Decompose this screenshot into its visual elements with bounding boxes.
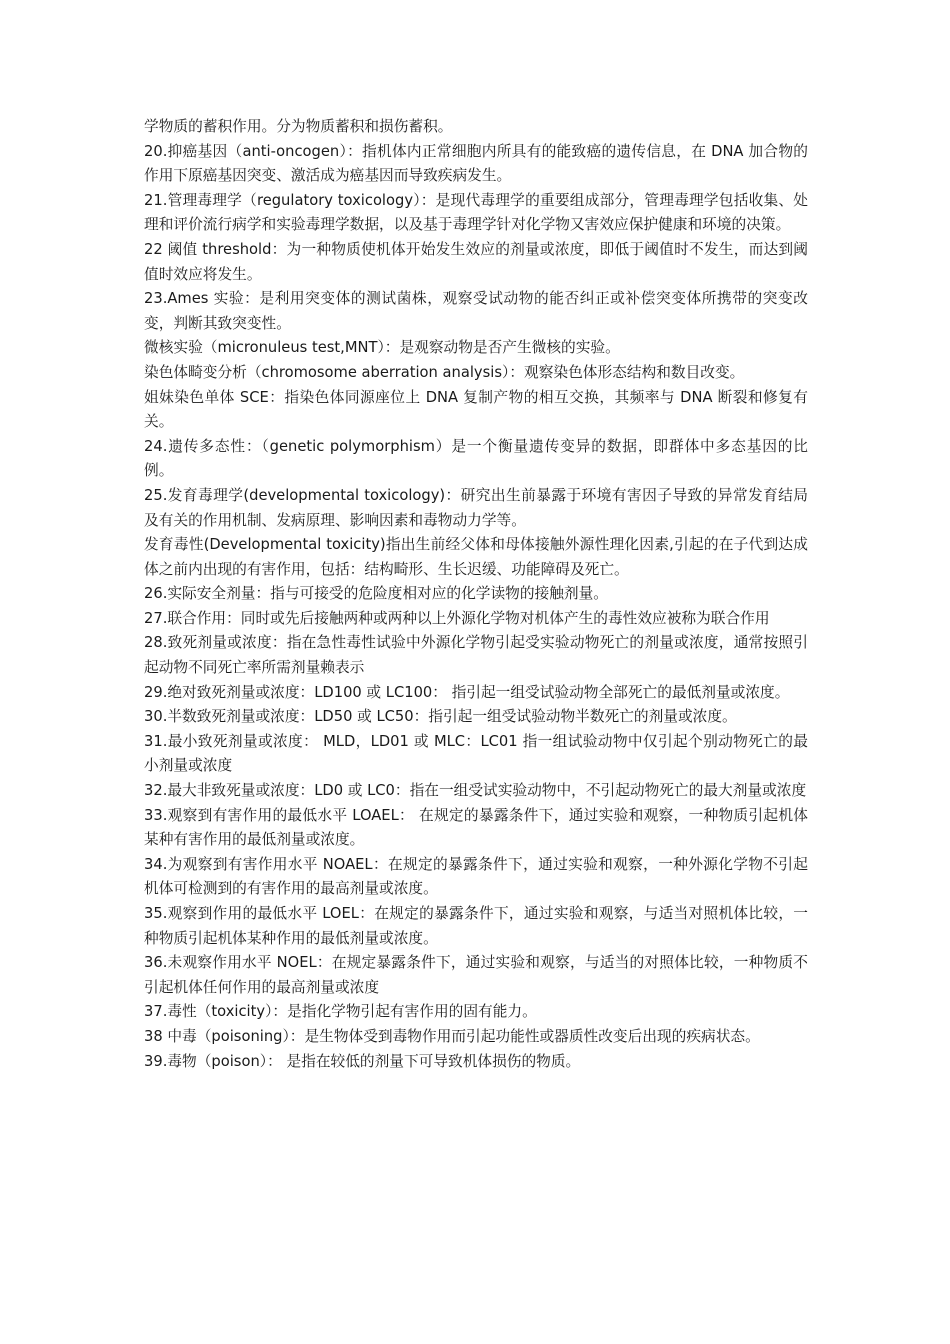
paragraph: 姐妹染色单体 SCE：指染色体同源座位上 DNA 复制产物的相互交换，其频率与 DNA 断裂和修复有关。 xyxy=(144,388,808,431)
paragraph: 38 中毒（poisoning）：是生物体受到毒物作用而引起功能性或器质性改变后出现的疾病状态。 xyxy=(144,1027,760,1045)
paragraph: 39.毒物（poison）： 是指在较低的剂量下可导致机体损伤的物质。 xyxy=(144,1052,581,1070)
paragraph: 34.为观察到有害作用水平 NOAEL：在规定的暴露条件下，通过实验和观察，一种外源化学物不引起机体可检测到的有害作用的最高剂量或浓度。 xyxy=(144,855,808,898)
paragraph: 20.抑癌基因（anti-oncogen）：指机体内正常细胞内所具有的能致癌的遗传信息，在 DNA 加合物的作用下原癌基因突变、激活成为癌基因而导致疾病发生。 xyxy=(144,142,808,185)
paragraph: 36.未观察作用水平 NOEL：在规定暴露条件下，通过实验和观察，与适当的对照体比较，一种物质不引起机体任何作用的最高剂量或浓度 xyxy=(144,954,808,996)
paragraph: 23.Ames 实验：是利用突变体的测试菌株，观察受试动物的能否纠正或补偿突变体所携带的突变改变，判断其致突变性。 xyxy=(144,290,808,332)
document-page xyxy=(144,115,808,1074)
paragraph: 35.观察到作用的最低水平 LOEL：在规定的暴露条件下，通过实验和观察，与适当对照机体比较，一种物质引起机体某种作用的最低剂量或浓度。 xyxy=(144,905,808,947)
paragraph: 31.最小致死剂量或浓度： MLD，LD01 或 MLC：LC01 指一组试验动物中仅引起个别动物死亡的最小剂量或浓度 xyxy=(144,732,808,775)
paragraph: 25.发育毒理学(developmental toxicology)：研究出生前暴露于环境有害因子导致的异常发育结局及有关的作用机制、发病原理、影响因素和毒物动力学等。 xyxy=(144,486,808,529)
paragraph: 32.最大非致死量或浓度：LD0 或 LC0：指在一组受试实验动物中，不引起动物死亡的最大剂量或浓度 xyxy=(144,782,807,800)
paragraph: 27.联合作用：同时或先后接触两种或两种以上外源化学物对机体产生的毒性效应被称为联合作用 xyxy=(144,609,770,627)
paragraph: 微核实验（micronuleus test,MNT）：是观察动物是否产生微核的实验。 xyxy=(144,339,620,357)
paragraph: 21.管理毒理学（regulatory toxicology）：是现代毒理学的重要组成部分，管理毒理学包括收集、处理和评价流行病学和实验毒理学数据，以及基于毒理学针对化学物又害效应保护健康和环境的决策。 xyxy=(144,191,808,234)
paragraph: 28.致死剂量或浓度：指在急性毒性试验中外源化学物引起受实验动物死亡的剂量或浓度，通常按照引起动物不同死亡率所需剂量赖表示 xyxy=(144,634,808,677)
paragraph: 24.遗传多态性：（genetic polymorphism）是一个衡量遗传变异的数据，即群体中多态基因的比例。 xyxy=(144,437,808,480)
paragraph: 29.绝对致死剂量或浓度：LD100 或 LC100： 指引起一组受试验动物全部死亡的最低剂量或浓度。 xyxy=(144,683,790,701)
paragraph: 22 阈值 threshold：为一种物质使机体开始发生效应的剂量或浓度，即低于阈值时不发生，而达到阈值时效应将发生。 xyxy=(144,240,808,283)
paragraph: 30.半数致死剂量或浓度：LD50 或 LC50：指引起一组受试验动物半数死亡的剂量或浓度。 xyxy=(144,708,737,726)
paragraph: 37.毒性（toxicity）：是指化学物引起有害作用的固有能力。 xyxy=(144,1003,537,1021)
paragraph: 染色体畸变分析（chromosome aberration analysis）：观察染色体形态结构和数目改变。 xyxy=(144,363,745,381)
paragraph: 学物质的蓄积作用。分为物质蓄积和损伤蓄积。 xyxy=(144,118,453,135)
paragraph: 33.观察到有害作用的最低水平 LOAEL： 在规定的暴露条件下，通过实验和观察，一种物质引起机体某种有害作用的最低剂量或浓度。 xyxy=(144,806,808,849)
paragraph: 发育毒性(Developmental toxicity)指出生前经父体和母体接触外源性理化因素,引起的在子代到达成体之前内出现的有害作用，包括：结构畸形、生长迟缓、功能障碍及死亡。 xyxy=(144,536,808,578)
paragraph: 26.实际安全剂量：指与可接受的危险度相对应的化学读物的接触剂量。 xyxy=(144,585,608,603)
